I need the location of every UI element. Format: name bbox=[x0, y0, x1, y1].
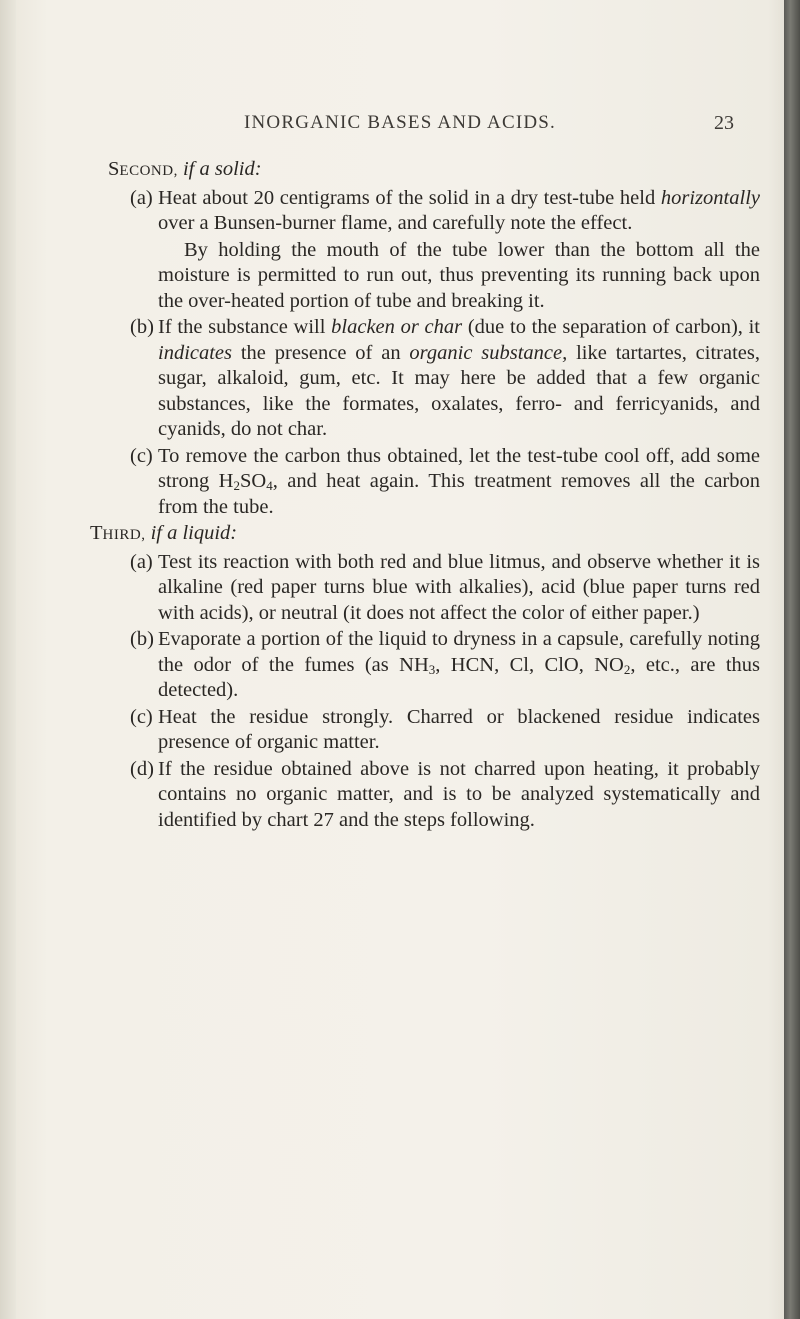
item-label: (a) bbox=[130, 550, 153, 573]
list-item: (c) Heat the residue strongly. Charred or blackened residue indicates presence of organic matter. bbox=[130, 705, 760, 753]
item-label: (c) bbox=[130, 705, 153, 728]
page-left-edge bbox=[0, 0, 16, 1319]
section-heading-second: SECOND, if a solid: bbox=[108, 158, 262, 180]
list-item: (b) If the substance will blacken or char (due to the separation of carbon), it indicates the presence of an organic substance, like tartartes, citrates, sugar, alkaloid, gum, etc. It may here be added that a few organic substances, like the formates, oxalates, ferro- and ferricyanids, and cyanids, do not char. bbox=[130, 316, 760, 440]
page-binding-edge bbox=[784, 0, 800, 1319]
heading-qualifier: if a liquid: bbox=[150, 522, 238, 544]
list-item: (a) Test its reaction with both red and blue litmus, and observe whether it is alkaline (red paper turns blue with alkalies), acid (blue paper turns red with acids), or neutral (it does not affect the color of either paper.) bbox=[130, 550, 760, 624]
item-label: (d) bbox=[130, 757, 154, 780]
page-header bbox=[0, 112, 800, 140]
note-paragraph: By holding the mouth of the tube lower than the bottom all the moisture is permitted to run out, thus preventing its running back upon the over-heated portion of tube and breaking it. bbox=[158, 238, 760, 312]
list-item: (b) Evaporate a portion of the liquid to dryness in a capsule, carefully noting the odor of the fumes (as $NH_3$, HCN, Cl, ClO, $NO_2$, etc., are thus detected). bbox=[130, 628, 761, 701]
list-item: (c) To remove the carbon thus obtained, let the test-tube cool off, add some strong $H_2SO_4$, and heat again. This treatment removes all the carbon from the tube. bbox=[130, 444, 760, 518]
running-title: INORGANIC BASES AND ACIDS. bbox=[243, 112, 557, 133]
page-number: 23 bbox=[714, 112, 734, 134]
item-label: (b) bbox=[130, 628, 154, 650]
item-label: (a) bbox=[130, 186, 153, 209]
list-item: (d) If the residue obtained above is not charred upon heating, it probably contains no organic matter, and is to be analyzed systematically and identified by chart 27 and the steps following. bbox=[130, 757, 760, 831]
list-item: (a) Heat about 20 centigrams of the solid in a dry test-tube held horizontally over a Bunsen-burner flame, and carefully note the effect. bbox=[130, 186, 760, 234]
item-label: (c) bbox=[130, 444, 153, 467]
page-body bbox=[40, 157, 760, 834]
section-heading-third: THIRD, if a liquid: bbox=[90, 522, 238, 544]
heading-qualifier: if a solid: bbox=[182, 158, 262, 180]
item-label: (b) bbox=[130, 316, 154, 338]
